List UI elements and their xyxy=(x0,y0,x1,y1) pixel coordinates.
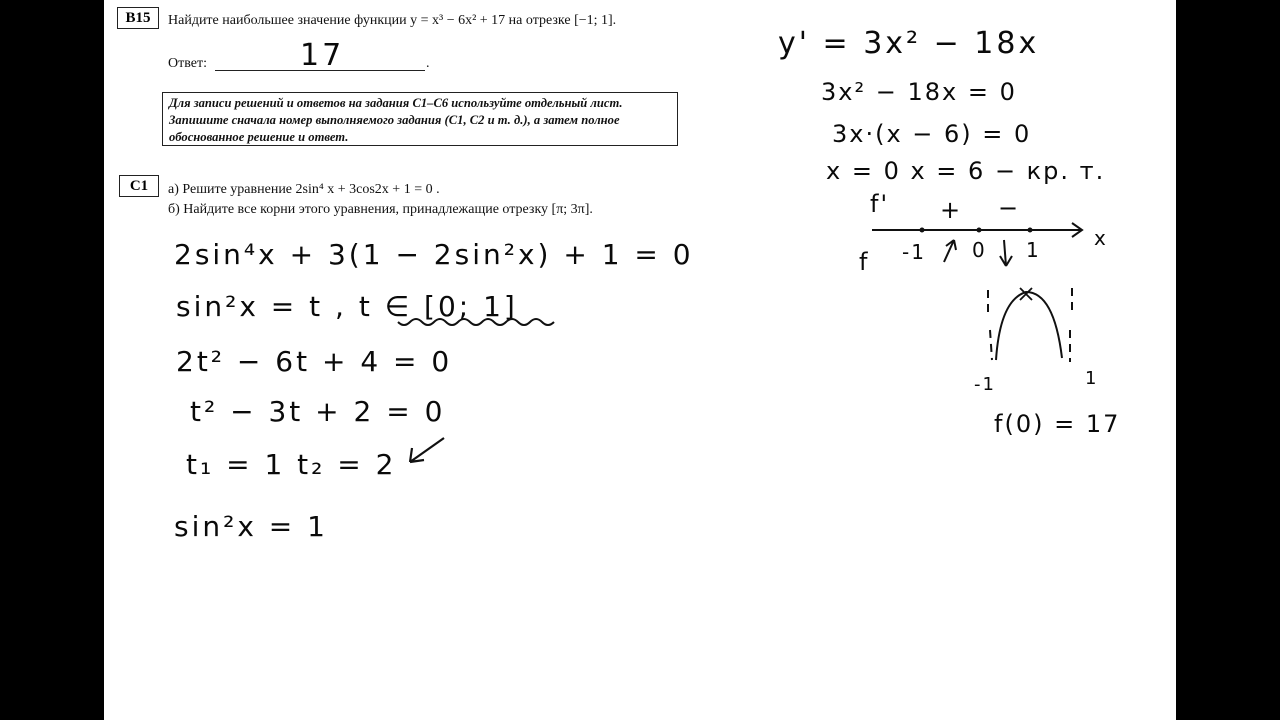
solution-line-6: sin²x = 1 xyxy=(174,510,328,543)
sign-minus: − xyxy=(998,194,1021,222)
tick-minus1: -1 xyxy=(902,240,926,264)
critical-points: x = 0 x = 6 − кр. т. xyxy=(826,157,1106,185)
max-value-result: f(0) = 17 xyxy=(994,410,1121,438)
solution-line-5: t₁ = 1 t₂ = 2 xyxy=(186,448,397,481)
solution-line-3: 2t² − 6t + 4 = 0 xyxy=(176,345,453,378)
sign-chart-f: f xyxy=(859,248,870,276)
increase-arrow xyxy=(944,240,956,262)
exam-page xyxy=(104,0,1176,720)
sketch-minus1: -1 xyxy=(974,374,996,395)
c1-part-a: а) Решите уравнение 2sin⁴ x + 3cos2x + 1 = 0 . xyxy=(168,182,440,197)
reject-arrow xyxy=(410,438,444,462)
wavy-underline xyxy=(398,319,554,325)
instructions-notice: Для записи решений и ответов на задания С1–С6 используйте отдельный лист. Запишите сначала номер выполняемого задания (С1, С2 и т. д.), а затем полное обоснованное решение и ответ. xyxy=(162,92,678,146)
solution-line-2: sin²x = t , t ∈ [0; 1] xyxy=(176,290,518,323)
sign-plus: + xyxy=(940,196,963,224)
sign-chart-fprime: f' xyxy=(870,190,890,218)
solution-line-4: t² − 3t + 2 = 0 xyxy=(190,395,446,428)
bound-right xyxy=(1070,288,1072,362)
axis-x-label: x xyxy=(1094,226,1108,250)
number-line-point-m1 xyxy=(920,228,925,233)
derivative-eq2: 3x·(x − 6) = 0 xyxy=(832,120,1032,148)
solution-line-1: 2sin⁴x + 3(1 − 2sin²x) + 1 = 0 xyxy=(174,238,694,271)
tick-0: 0 xyxy=(972,238,987,262)
task-label-c1: С1 xyxy=(119,175,159,197)
pen-strokes xyxy=(104,0,1176,720)
derivative-line: y' = 3x² − 18x xyxy=(778,26,1040,61)
answer-label: Ответ: xyxy=(168,56,207,71)
sketch-1: 1 xyxy=(1085,368,1099,389)
answer-handwritten-value: 17 xyxy=(300,38,345,73)
bound-left xyxy=(988,290,992,360)
number-line-point-0 xyxy=(977,228,982,233)
parabola-sketch xyxy=(996,292,1062,360)
task-label-b15: B15 xyxy=(117,7,159,29)
c1-part-b: б) Найдите все корни этого уравнения, принадлежащие отрезку [π; 3π]. xyxy=(168,202,593,217)
decrease-arrow xyxy=(1000,240,1012,266)
derivative-eq1: 3x² − 18x = 0 xyxy=(821,78,1017,106)
number-line-point-1 xyxy=(1028,228,1033,233)
b15-task-text: Найдите наибольшее значение функции y = x³ − 6x² + 17 на отрезке [−1; 1]. xyxy=(168,13,617,28)
answer-dot: . xyxy=(426,56,430,71)
tick-1: 1 xyxy=(1026,238,1041,262)
